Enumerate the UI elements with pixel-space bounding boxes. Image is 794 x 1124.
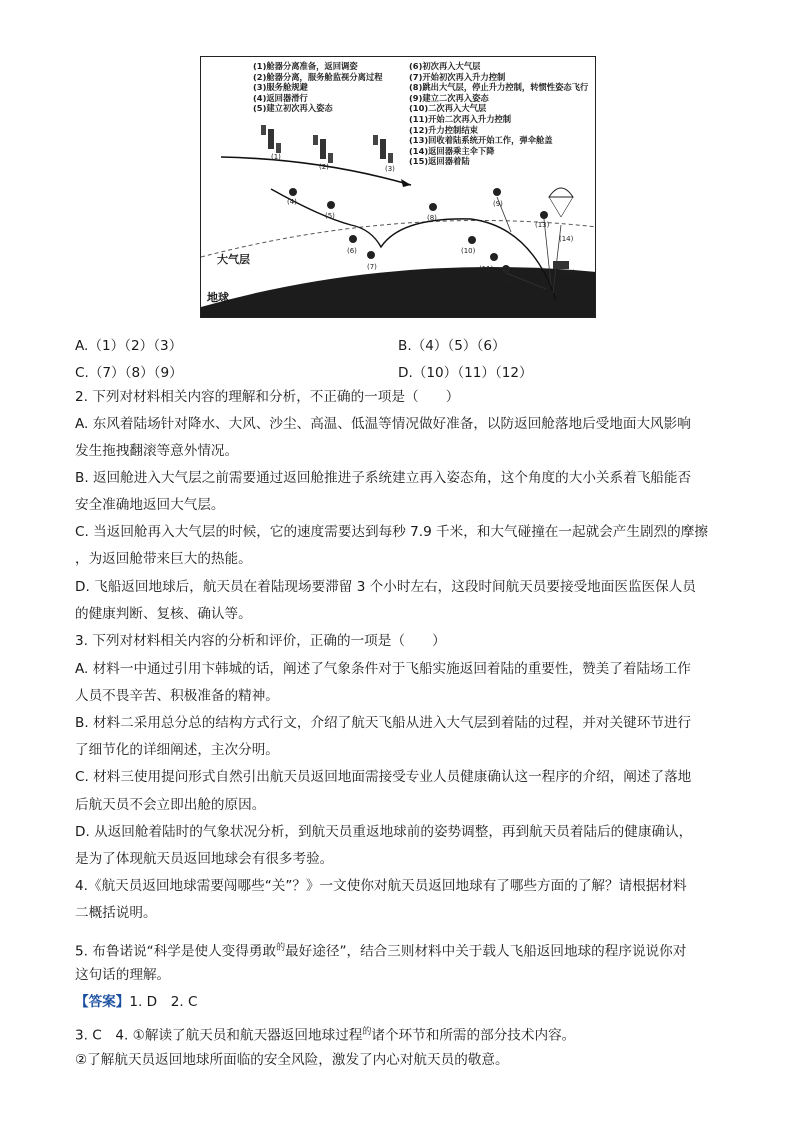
legend-item: (3)服务舱规避: [253, 82, 308, 93]
marker-1: (1): [271, 153, 281, 161]
marker-14: (14): [559, 235, 574, 243]
marker-9: (9): [493, 200, 503, 208]
orbit-path: [221, 157, 411, 185]
legend-item: (8)跳出大气层，停止升力控制，转惯性姿态飞行: [409, 82, 589, 93]
legend-item: (4)返回器滑行: [253, 92, 308, 103]
legend-right: [409, 61, 588, 167]
marker-5: (5): [325, 212, 335, 220]
spacecraft-1: [261, 125, 281, 153]
legend-item: (12)升力控制结束: [409, 124, 478, 135]
q4-stem: 4.《航天员返回地球需要闯哪些“关”？》一文使你对航天员返回地球有了哪些方面的了解？请根据材料: [75, 878, 687, 894]
q2-option-d: D. 飞船返回地球后，航天员在着陆现场要滞留 3 个小时左右，这段时间航天员要接受地面医监医保人员: [75, 579, 696, 595]
q1-option-d: D.（10）（11）（12）: [398, 365, 533, 381]
legend-left: [253, 61, 383, 114]
q2-stem: 2. 下列对材料相关内容的理解和分析，不正确的一项是（ ）: [75, 389, 460, 405]
marker-11: (11): [479, 265, 494, 273]
marker-4: (4): [287, 198, 297, 206]
q3-option-a: A. 材料一中通过引用卞韩城的话，阐述了气象条件对于飞船实施返回着陆的重要性，赞美了着陆场工作: [75, 661, 691, 677]
legend-item: (11)开始二次再入升力控制: [409, 113, 512, 124]
legend-item: (5)建立初次再入姿态: [253, 103, 333, 114]
marker-8: (8): [427, 214, 437, 222]
marker-2: (2): [319, 163, 329, 171]
legend-item: (15)返回器着陆: [409, 156, 470, 167]
spacecraft-3: [373, 135, 393, 163]
q5-stem: [75, 939, 686, 961]
q3-option-a-cont: 人员不畏辛苦、积极准备的精神。: [75, 688, 279, 704]
marker-7: (7): [367, 263, 377, 271]
q3-option-c: C. 材料三使用提问形式自然引出航天员返回地面需接受专业人员健康确认这一程序的介绍，阐述了落地: [75, 769, 692, 785]
legend-item: (13)回收着陆系统开始工作，弹伞舱盖: [409, 135, 553, 146]
legend-item: (14)返回器乘主伞下降: [409, 145, 495, 156]
legend-item: (1)舱器分离准备，返回调姿: [253, 61, 358, 71]
q2-option-a: A. 东风着陆场针对降水、大风、沙尘、高温、低温等情况做好准备，以防返回舱落地后受地面大风影响: [75, 416, 691, 432]
q3-option-c-cont: 后航天员不会立即出舱的原因。: [75, 797, 266, 813]
marker-13: (13): [535, 221, 550, 229]
answer-tag: 【答案】: [75, 994, 130, 1010]
q2-option-c: C. 当返回舱再入大气层的时候，它的速度需要达到每秒 7.9 千米，和大气碰撞在一起就会产生剧烈的摩擦: [75, 524, 708, 540]
reentry-diagram: [200, 56, 596, 318]
parachute: [549, 188, 573, 197]
q2-option-b: B. 返回舱进入大气层之前需要通过返回舱推进子系统建立再入姿态角，这个角度的大小关系着飞船能否: [75, 470, 692, 486]
answer-text-a: 3. C 4. ①解读了航天员和航天器返回地球过程: [75, 1027, 363, 1044]
spacecraft-2: [313, 135, 333, 163]
q1-option-b: B.（4）（5）（6）: [398, 338, 506, 354]
legend-item: (7)开始初次再入升力控制: [409, 71, 506, 82]
answer-line-2: [75, 1023, 575, 1045]
earth-label: 地球: [207, 291, 229, 304]
q3-stem: 3. 下列对材料相关内容的分析和评价，正确的一项是（ ）: [75, 633, 446, 649]
marker-12: (12): [499, 278, 514, 286]
answer-text-b: 诸个环节和所需的部分技术内容。: [371, 1027, 576, 1044]
q1-option-a: A.（1）（2）（3）: [75, 338, 183, 354]
legend-item: (10)二次再入大气层: [409, 103, 487, 114]
legend-item: (2)舱器分离，服务舱监视分离过程: [253, 71, 383, 82]
q3-option-b: B. 材料二采用总分总的结构方式行文，介绍了航天飞船从进入大气层到着陆的过程，并对关键环节进行: [75, 715, 692, 731]
q3-option-b-cont: 了细节化的详细阐述，主次分明。: [75, 742, 279, 758]
answer-line-3: ②了解航天员返回地球所面临的安全风险，激发了内心对航天员的敬意。: [75, 1052, 509, 1068]
answer-first: 1. D 2. C: [129, 994, 198, 1010]
legend-item: (6)初次再入大气层: [409, 61, 481, 71]
marker-15: (15): [561, 269, 576, 277]
q3-option-d-cont: 是为了体现航天员返回地球会有很多考验。: [75, 851, 334, 867]
marker-6: (6): [347, 247, 357, 255]
q2-option-c-cont: ，为返回舱带来巨大的热能。: [75, 551, 252, 567]
answer-superscript: 的: [362, 1027, 372, 1037]
answer-line-1: [75, 993, 198, 1011]
marker-3: (3): [385, 165, 395, 173]
atmosphere-label: 大气层: [217, 253, 250, 266]
marker-10: (10): [461, 247, 476, 255]
q3-option-d: D. 从返回舱着陆时的气象状况分析，到航天员重返地球前的姿势调整，再到航天员着陆后的健康确认，: [75, 824, 693, 840]
earth-shape: [201, 267, 596, 318]
q2-option-d-cont: 的健康判断、复核、确认等。: [75, 606, 252, 622]
q4-stem-cont: 二概括说明。: [75, 905, 157, 921]
capsules: [289, 188, 565, 273]
legend-item: (9)建立二次再入姿态: [409, 92, 489, 103]
q2-option-a-cont: 发生拖拽翻滚等意外情况。: [75, 443, 239, 459]
q1-option-c: C.（7）（8）（9）: [75, 365, 183, 381]
landed-capsule: [553, 261, 569, 269]
q5-text-a: 5. 布鲁诺说“科学是使人变得勇敢: [75, 943, 277, 960]
q5-stem-cont: 这句话的理解。: [75, 967, 171, 983]
q5-superscript: 的: [276, 943, 286, 953]
q2-option-b-cont: 安全准确地返回大气层。: [75, 497, 225, 513]
q5-text-b: 最好途径”，结合三则材料中关于载人飞船返回地球的程序说说你对: [285, 943, 687, 960]
